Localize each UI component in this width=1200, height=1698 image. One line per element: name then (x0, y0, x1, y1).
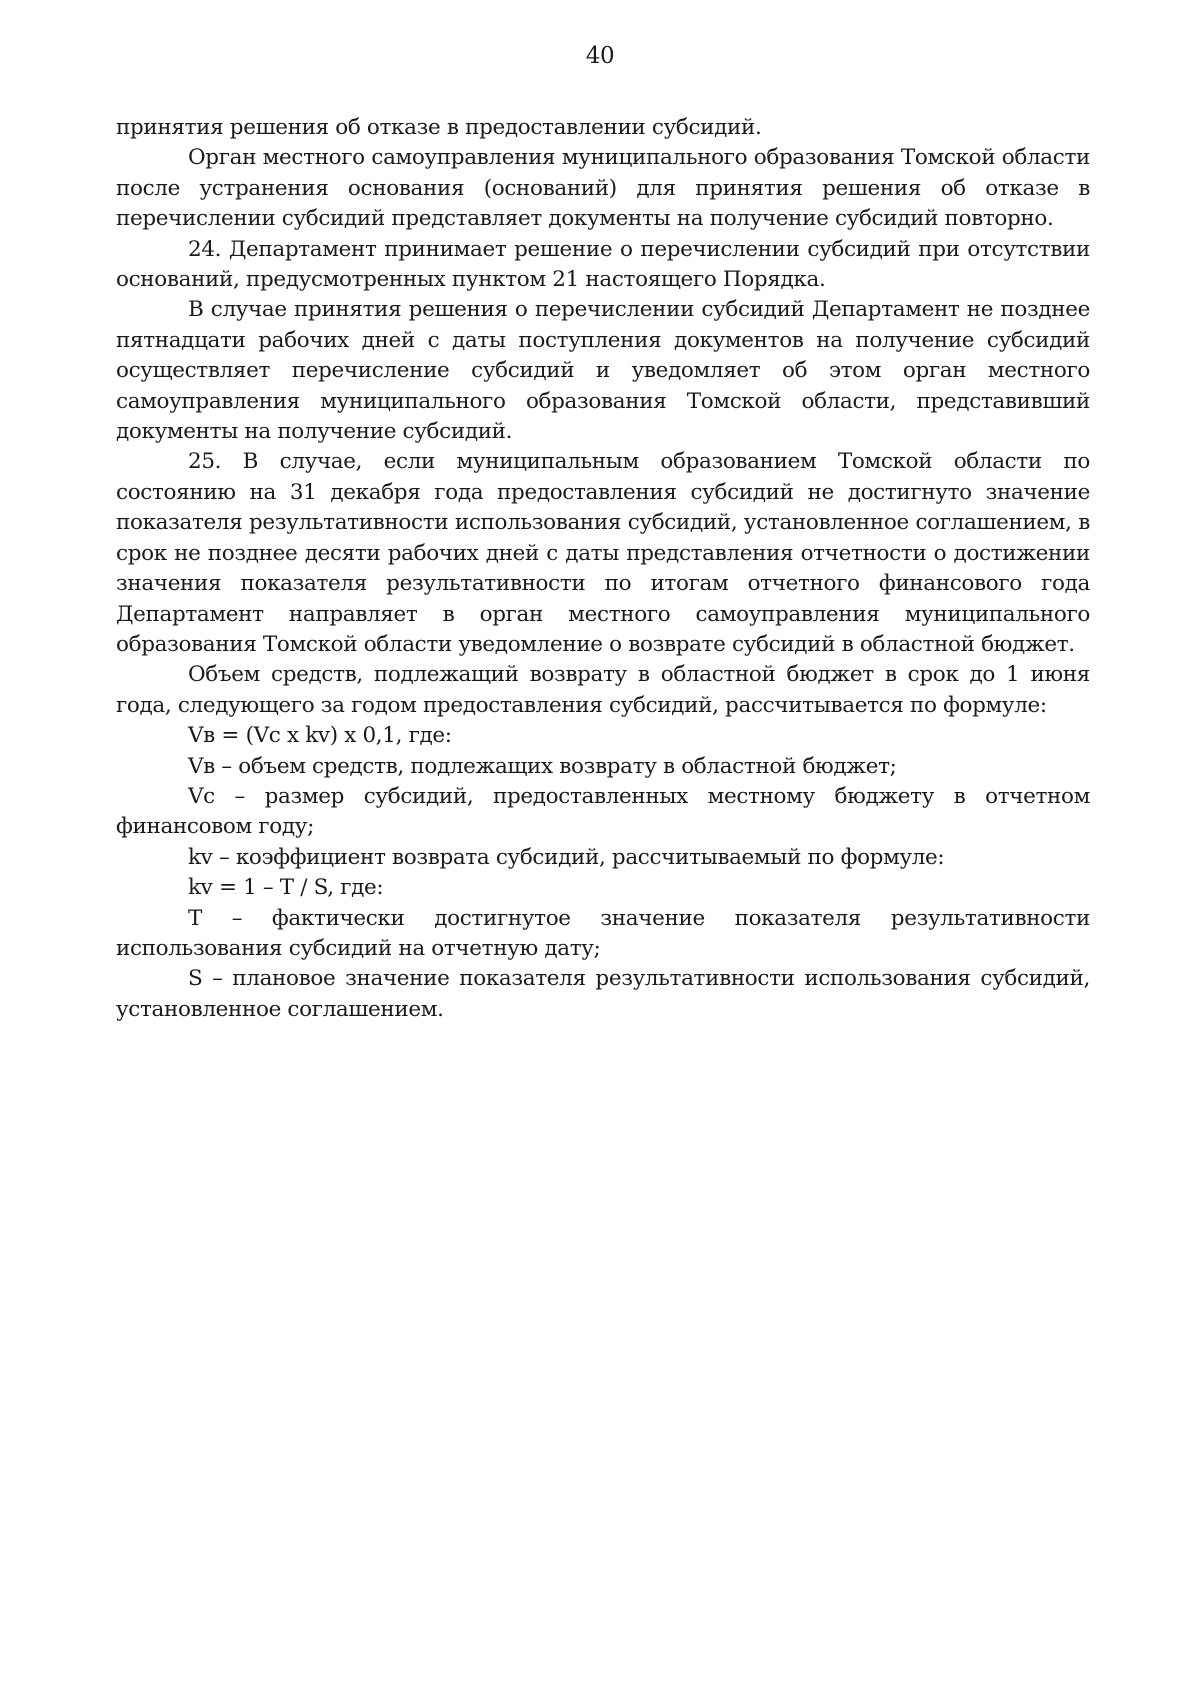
page-number: 40 (585, 43, 615, 69)
paragraph-resubmission: Орган местного самоуправления муниципального образования Томской области после устранения основания (оснований) для принятия решения об отказе в перечислении субсидий представляет документы на получение субсидий повторно. (116, 145, 1090, 232)
paragraph-clause-24: 24. Департамент принимает решение о перечислении субсидий при отсутствии оснований, предусмотренных пунктом 21 настоящего Порядка. (116, 236, 1090, 293)
definition-kv: kv – коэффициент возврата субсидий, рассчитываемый по формуле: (188, 844, 945, 870)
formula-coefficient: kv = 1 – T / S, где: (188, 875, 384, 901)
paragraph-transfer-decision: В случае принятия решения о перечислении субсидий Департамент не позднее пятнадцати рабочих дней с даты поступления документов на получение субсидий осуществляет перечисление субсидий и уведомляет об этом орган местного самоуправления муниципального образования Томской области, представивший документы на получение субсидий. (116, 297, 1090, 445)
definition-s: S – плановое значение показателя результативности использования субсидий, установленное соглашением. (116, 966, 1090, 1022)
paragraph-continuation: принятия решения об отказе в предоставлении субсидий. (116, 115, 762, 140)
paragraph-clause-25: 25. В случае, если муниципальным образованием Томской области по состоянию на 31 декабря года предоставления субсидий не достигнуто значение показателя результативности использования субсидий, установленное соглашением, в срок не позднее десяти рабочих дней с даты представления отчетности о достижении значения показателя результативности по итогам отчетного финансового года Департамент направляет в орган местного самоуправления муниципального образования Томской области уведомление о возврате субсидий в областной бюджет. (116, 449, 1090, 657)
paragraph-refund-volume: Объем средств, подлежащий возврату в областной бюджет в срок до 1 июня года, следующего за годом предоставления субсидий, рассчитывается по формуле: (116, 662, 1090, 718)
definition-vc: Vc – размер субсидий, предоставленных местному бюджету в отчетном финансовом году; (116, 783, 1090, 840)
definition-t: T – фактически достигнутое значение показателя результативности использования субсидий на отчетную дату; (116, 905, 1090, 961)
formula-refund: Vв = (Vc x kv) x 0,1, где: (188, 723, 452, 749)
document-body (116, 113, 1090, 1025)
definition-vv: Vв – объем средств, подлежащих возврату в областной бюджет; (188, 753, 897, 779)
